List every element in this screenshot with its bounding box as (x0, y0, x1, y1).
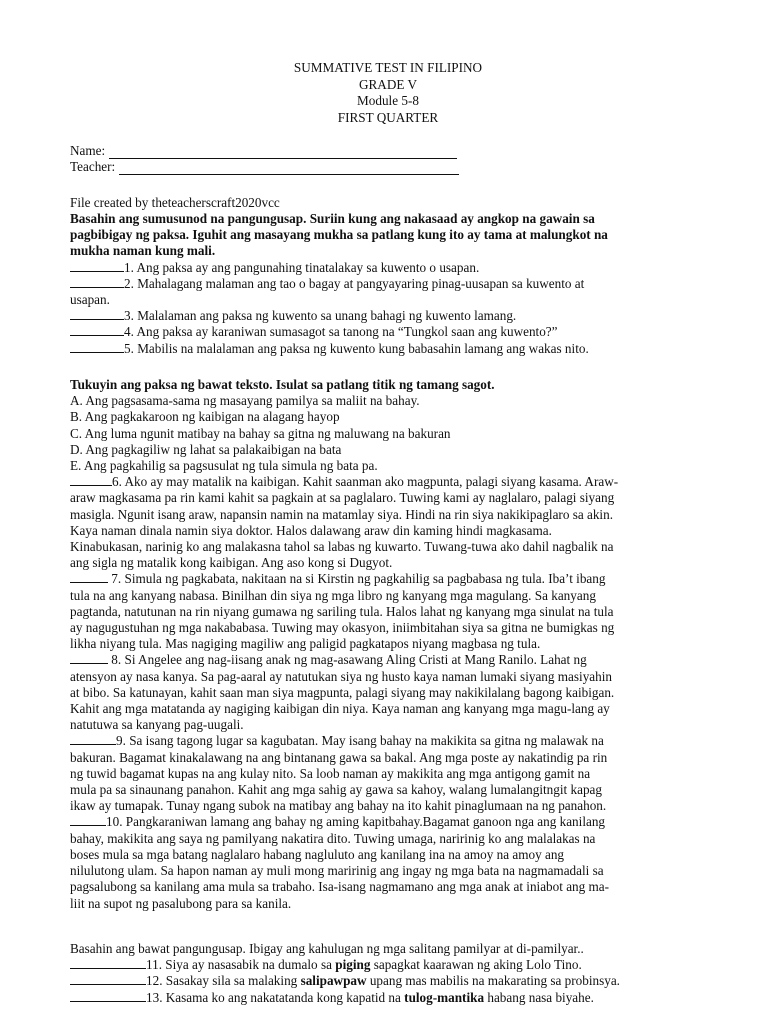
choice-item: E. Ang pagkahilig sa pagsusulat ng tula simula ng bata pa. (70, 458, 378, 474)
part2-section (70, 377, 712, 912)
answer-blank[interactable] (70, 352, 124, 353)
list-item: 1. Ang paksa ay ang pangunahing tinatalakay sa kuwento o usapan. (70, 260, 712, 276)
vocab-word: salipawpaw (300, 973, 367, 989)
part1-instruction-line: pagbibigay ng paksa. Iguhit ang masayang mukha sa patlang kung ito ay tama at malungkot na (70, 227, 608, 243)
answer-blank[interactable] (70, 744, 116, 745)
part3-section (70, 941, 712, 1006)
answer-blank[interactable] (70, 335, 124, 336)
list-item: 4. Ang paksa ay karaniwan sumasagot sa tanong na “Tungkol saan ang kuwento?” (70, 324, 712, 340)
answer-blank[interactable] (70, 582, 108, 583)
part2-instruction: Tukuyin ang paksa ng bawat teksto. Isulat sa patlang titik ng tamang sagot. (70, 377, 495, 392)
choice-item: D. Ang pagkagiliw ng lahat sa palakaibigan na bata (70, 441, 342, 457)
passage-10: 10. Pangkaraniwan lamang ang bahay ng aming kapitbahay.Bagamat ganoon nga ang kanilang bahay, makikita ang saya ng pamilyang nakatira dito. Tuwing umaga, naririnig ko ang malalakas na boses mula sa mga batang naglalaro habang nagluluto ang kanilang ina na amoy na amoy ang nilulutong ulam. Sa hapon naman ay muli mong maririnig ang ingay ng mga bata na nagmamadali sa pagsalubong sa kanilang ama mula sa trabaho. Isa-isang nagmamano ang mga anak at iniabot ang ma- liit na supot ng pasalubong para sa kanila. (70, 814, 610, 911)
answer-blank[interactable] (70, 319, 124, 320)
name-field-row (70, 143, 712, 159)
choice-item: C. Ang luma ngunit matibay na bahay sa gitna ng maluwang na bakuran (70, 425, 451, 441)
grade-level: GRADE V (358, 76, 417, 92)
name-label: Name: (70, 143, 106, 158)
passage-7: 7. Simula ng pagkabata, nakitaan na si Kirstin ng pagkahilig sa pagbabasa ng tula. Iba’t ibang tula na ang kanyang nabasa. Binilhan din siya ng mga libro ng kanyang mga magulang. Sa kanyang pagtanda, natutunan na rin niyang gumawa ng sariling tula. Halos lahat ng kanyang mga sinulat na tula ay nagugustuhan ng mga nakababasa. Tuwing may okasyon, iniimbitahan siya sa gitna ne bumigkas ng likha niyang tula. Mas nagiging magiliw ang paligid pagkatapos niyang magbasa ng tula. (70, 571, 615, 652)
module-range: Module 5-8 (357, 93, 419, 108)
list-item: 5. Mabilis na malalaman ang paksa ng kuwento kung babasahin lamang ang wakas nito. (70, 341, 712, 357)
passage-8: 8. Si Angelee ang nag-iisang anak ng mag-asawang Aling Cristi at Mang Ranilo. Lahat ng atensyon ay nasa kanya. Sa pag-aaral ay natutukan siya ng husto kaya naman lumaki siyang masiyahin at bibo. Sa katunayan, kahit saan man siya magpunta, palagi siyang may nakikilalang bagong kaibigan. Kahit ang mga matatanda ay nagiging kaibigan din niya. Kaya naman ang kanyang mga magu-lang ay natutuwa sa kanyang pag-uugali. (70, 652, 615, 733)
vocab-word: piging (335, 957, 371, 973)
list-item: 3. Malalaman ang paksa ng kuwento sa unang bahagi ng kuwento lamang. (70, 308, 712, 324)
quarter-label: FIRST QUARTER (337, 109, 439, 125)
answer-blank[interactable] (70, 271, 124, 272)
student-fields (70, 143, 712, 175)
choice-item: A. Ang pagsasama-sama ng masayang pamilya sa maliit na bahay. (70, 393, 420, 409)
list-item: 13. Kasama ko ang nakatatanda kong kapatid na tulog-mantika habang nasa biyahe. (70, 990, 712, 1006)
part1-section (70, 211, 712, 357)
vocab-word: tulog-mantika (404, 989, 485, 1005)
answer-blank[interactable] (70, 287, 124, 288)
test-title: SUMMATIVE TEST IN FILIPINO (293, 60, 483, 75)
name-blank[interactable] (109, 146, 457, 159)
part1-instruction-line: Basahin ang sumusunod na pangungusap. Suriin kung ang nakasaad ay angkop na gawain sa (70, 211, 595, 226)
teacher-blank[interactable] (119, 162, 459, 175)
list-item: 2. Mahalagang malaman ang tao o bagay at pangyayaring pinag-uusapan sa kuwento at (70, 276, 712, 292)
answer-blank[interactable] (70, 1001, 146, 1002)
answer-blank[interactable] (70, 663, 108, 664)
teacher-field-row (70, 159, 712, 175)
passage-9: 9. Sa isang tagong lugar sa kagubatan. May isang bahay na makikita sa gitna ng malawak na bakuran. Bagamat kinakalawang na ang bintanang gawa sa bakal. Ang mga poste ay nakatindig pa rin ng tuwid bagamat kupas na ang kulay nito. Sa loob naman ay makikita ang mga antigong gamit na mula pa sa sinaunang panahon. Kahit ang mga sahig ay gawa sa kahoy, walang lumalangitngit kapag ikaw ay tumapak. Tunay ngang subok na matibay ang bahay na ito kahit pinaglumaan na ng panahon. (70, 733, 608, 814)
answer-blank[interactable] (70, 485, 112, 486)
answer-blank[interactable] (70, 984, 146, 985)
teacher-label: Teacher: (70, 159, 116, 175)
document-header (0, 60, 768, 126)
list-item-continuation: usapan. (70, 292, 110, 308)
choice-item: B. Ang pagkakaroon ng kaibigan na alagang hayop (70, 409, 340, 425)
credit-line: File created by theteacherscraft2020vcc (70, 195, 280, 210)
answer-blank[interactable] (70, 825, 106, 826)
part1-instruction-line: mukha naman kung mali. (70, 243, 216, 259)
answer-blank[interactable] (70, 968, 146, 969)
passage-6: 6. Ako ay may matalik na kaibigan. Kahit saanman ako magpunta, palagi siyang kasama. Araw- araw magkasama pa rin kami kahit sa pagkain at sa paglalaro. Tuwing kami ay naglalaro, palagi siyang masigla. Ngunit isang araw, napansin namin na matamlay siya. Hindi na rin siya nakikipaglaro sa akin. Kaya naman dinala namin siya doktor. Halos dalawang araw din kaming hindi magkasama. Kinabukasan, narinig ko ang malakasna tahol sa labas ng kuwarto. Tuwang-tuwa ako dahil nagbalik na ang sigla ng matalik kong kaibigan. Ang aso kong si Dugyot. (70, 474, 619, 571)
list-item: 12. Sasakay sila sa malaking salipawpaw upang mas mabilis na makarating sa probinsya. (70, 973, 712, 989)
part3-instruction: Basahin ang bawat pangungusap. Ibigay ang kahulugan ng mga salitang pamilyar at di-pamilyar.. (70, 941, 584, 956)
list-item: 11. Siya ay nasasabik na dumalo sa piging sapagkat kaarawan ng aking Lolo Tino. (70, 957, 712, 973)
